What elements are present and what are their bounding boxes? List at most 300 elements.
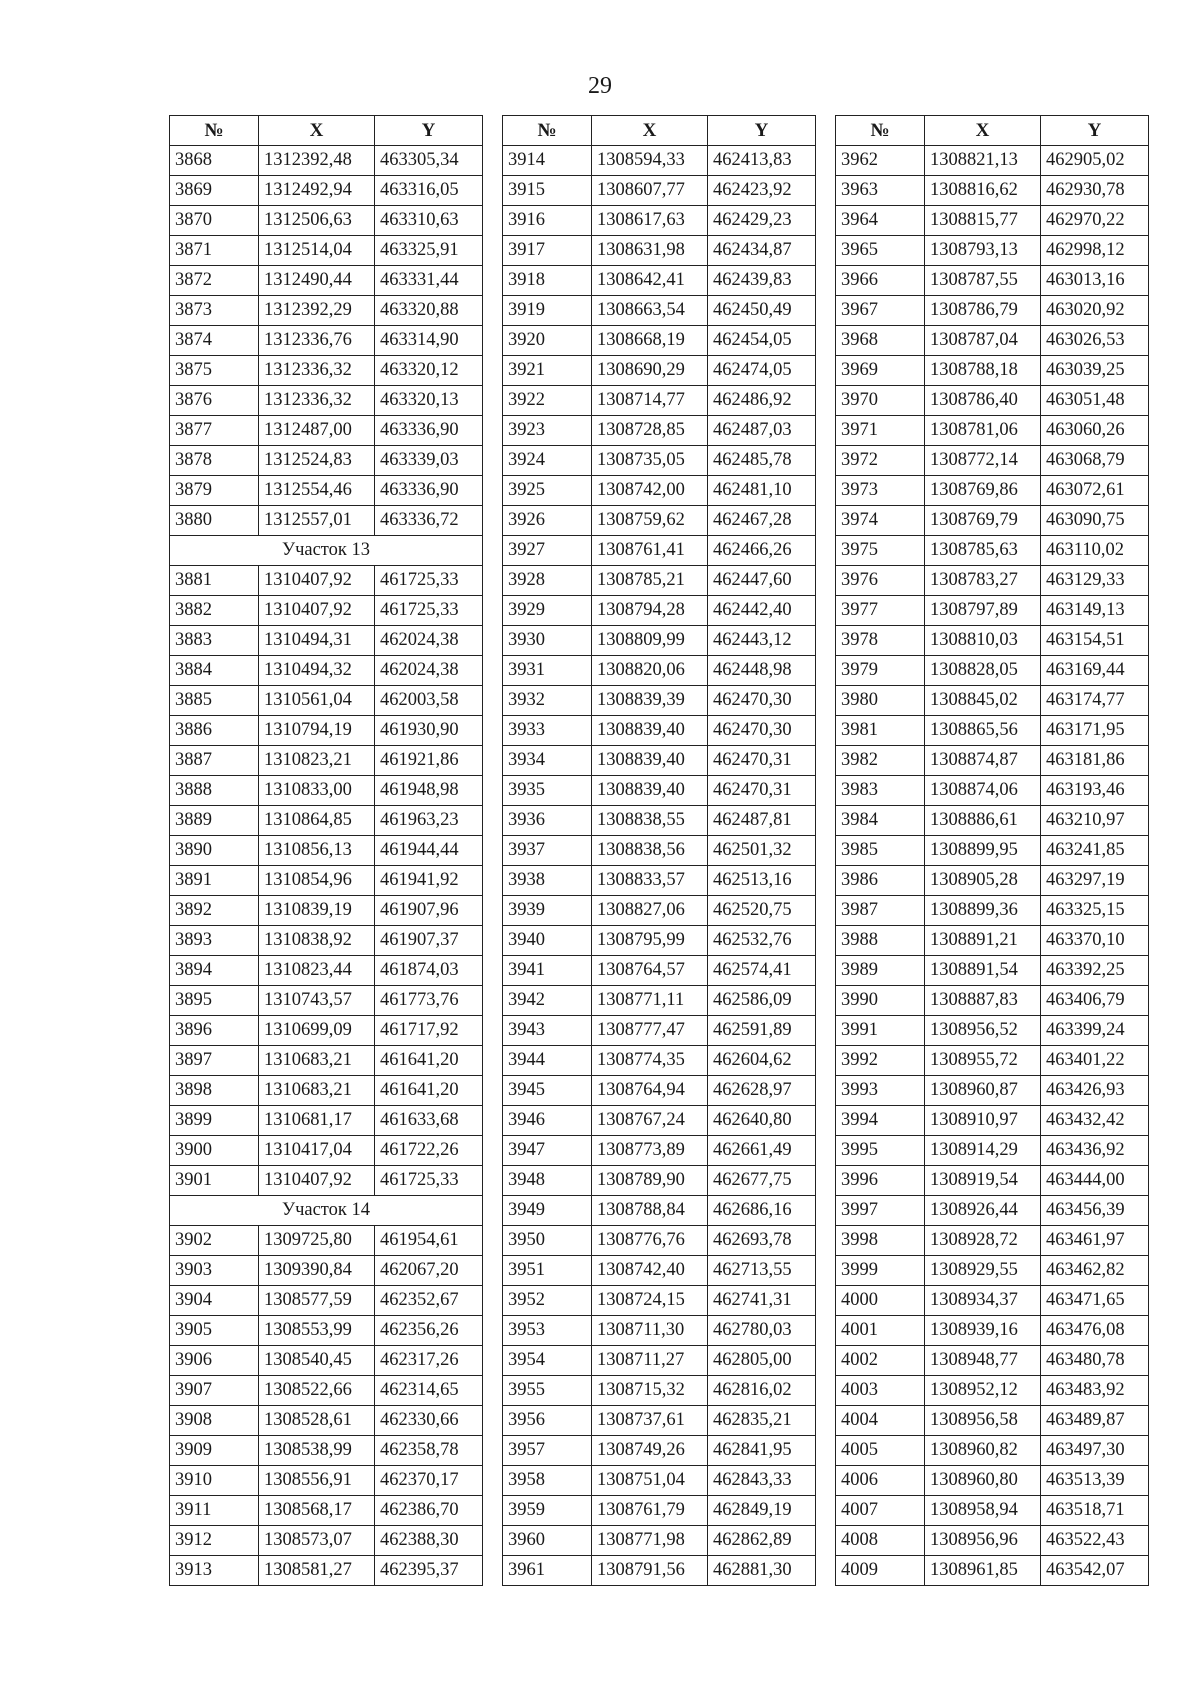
point-number-cell: 3912 [170, 1526, 259, 1556]
x-coordinate-cell: 1308737,61 [592, 1406, 708, 1436]
point-number-cell: 3924 [503, 446, 592, 476]
table-row [503, 1076, 816, 1106]
table-row [836, 296, 1149, 326]
table-row [836, 1136, 1149, 1166]
y-coordinate-cell: 462849,19 [708, 1496, 816, 1526]
point-number-cell: 3919 [503, 296, 592, 326]
x-coordinate-cell: 1308960,87 [925, 1076, 1041, 1106]
table-row [503, 1196, 816, 1226]
table-row [170, 926, 483, 956]
table-header-row [170, 116, 483, 146]
y-coordinate-cell: 462486,92 [708, 386, 816, 416]
x-coordinate-cell: 1308788,84 [592, 1196, 708, 1226]
x-coordinate-cell: 1308960,82 [925, 1436, 1041, 1466]
x-coordinate-cell: 1308761,41 [592, 536, 708, 566]
x-coordinate-cell: 1308795,99 [592, 926, 708, 956]
y-coordinate-cell: 461944,44 [375, 836, 483, 866]
y-coordinate-cell: 463305,34 [375, 146, 483, 176]
table-row [503, 296, 816, 326]
y-coordinate-cell: 462481,10 [708, 476, 816, 506]
x-coordinate-cell: 1308764,94 [592, 1076, 708, 1106]
table-row [503, 746, 816, 776]
table-row [170, 386, 483, 416]
x-coordinate-cell: 1308789,90 [592, 1166, 708, 1196]
table-row [503, 986, 816, 1016]
point-number-cell: 3874 [170, 326, 259, 356]
y-coordinate-cell: 463193,46 [1041, 776, 1149, 806]
y-coordinate-cell: 462358,78 [375, 1436, 483, 1466]
point-number-cell: 3907 [170, 1376, 259, 1406]
x-coordinate-cell: 1308939,16 [925, 1316, 1041, 1346]
table-row [170, 326, 483, 356]
table-row [170, 146, 483, 176]
column-header-number: № [170, 116, 259, 146]
table-row [170, 1166, 483, 1196]
table-row [170, 266, 483, 296]
table-row [503, 206, 816, 236]
table-row [170, 1376, 483, 1406]
x-coordinate-cell: 1308594,33 [592, 146, 708, 176]
table-row [836, 236, 1149, 266]
point-number-cell: 3915 [503, 176, 592, 206]
point-number-cell: 3927 [503, 536, 592, 566]
x-coordinate-cell: 1308838,55 [592, 806, 708, 836]
point-number-cell: 3948 [503, 1166, 592, 1196]
y-coordinate-cell: 462686,16 [708, 1196, 816, 1226]
y-coordinate-cell: 463320,13 [375, 386, 483, 416]
point-number-cell: 3945 [503, 1076, 592, 1106]
table-row [836, 776, 1149, 806]
x-coordinate-cell: 1312514,04 [259, 236, 375, 266]
x-coordinate-cell: 1308556,91 [259, 1466, 375, 1496]
point-number-cell: 3984 [836, 806, 925, 836]
point-number-cell: 3974 [836, 506, 925, 536]
point-number-cell: 3980 [836, 686, 925, 716]
point-number-cell: 3916 [503, 206, 592, 236]
y-coordinate-cell: 462470,30 [708, 716, 816, 746]
point-number-cell: 4006 [836, 1466, 925, 1496]
table-row [503, 146, 816, 176]
point-number-cell: 3883 [170, 626, 259, 656]
x-coordinate-cell: 1308787,04 [925, 326, 1041, 356]
table-row [836, 536, 1149, 566]
table-row [836, 1316, 1149, 1346]
point-number-cell: 3992 [836, 1046, 925, 1076]
table-row [503, 236, 816, 266]
x-coordinate-cell: 1308783,27 [925, 566, 1041, 596]
y-coordinate-cell: 462661,49 [708, 1136, 816, 1166]
x-coordinate-cell: 1310683,21 [259, 1046, 375, 1076]
table-row [836, 806, 1149, 836]
table-row [503, 1286, 816, 1316]
table-row [170, 956, 483, 986]
table-row [836, 566, 1149, 596]
section-row [170, 536, 483, 566]
column-header-number: № [836, 116, 925, 146]
y-coordinate-cell: 462487,81 [708, 806, 816, 836]
x-coordinate-cell: 1308711,30 [592, 1316, 708, 1346]
x-coordinate-cell: 1312336,76 [259, 326, 375, 356]
y-coordinate-cell: 462317,26 [375, 1346, 483, 1376]
table-row [836, 1166, 1149, 1196]
x-coordinate-cell: 1308791,56 [592, 1556, 708, 1586]
point-number-cell: 3964 [836, 206, 925, 236]
table-row [836, 1196, 1149, 1226]
table-row [503, 1496, 816, 1526]
y-coordinate-cell: 461633,68 [375, 1106, 483, 1136]
x-coordinate-cell: 1308839,40 [592, 776, 708, 806]
y-coordinate-cell: 462741,31 [708, 1286, 816, 1316]
x-coordinate-cell: 1308810,03 [925, 626, 1041, 656]
x-coordinate-cell: 1308809,99 [592, 626, 708, 656]
point-number-cell: 3930 [503, 626, 592, 656]
x-coordinate-cell: 1310699,09 [259, 1016, 375, 1046]
table-row [170, 1046, 483, 1076]
x-coordinate-cell: 1310417,04 [259, 1136, 375, 1166]
y-coordinate-cell: 462520,75 [708, 896, 816, 926]
y-coordinate-cell: 463483,92 [1041, 1376, 1149, 1406]
x-coordinate-cell: 1308522,66 [259, 1376, 375, 1406]
y-coordinate-cell: 462532,76 [708, 926, 816, 956]
table-row [170, 986, 483, 1016]
point-number-cell: 3935 [503, 776, 592, 806]
y-coordinate-cell: 463339,03 [375, 446, 483, 476]
table-body [503, 146, 816, 1586]
point-number-cell: 3887 [170, 746, 259, 776]
x-coordinate-cell: 1310864,85 [259, 806, 375, 836]
y-coordinate-cell: 462474,05 [708, 356, 816, 386]
x-coordinate-cell: 1308934,37 [925, 1286, 1041, 1316]
x-coordinate-cell: 1308899,95 [925, 836, 1041, 866]
y-coordinate-cell: 463320,88 [375, 296, 483, 326]
x-coordinate-cell: 1308794,28 [592, 596, 708, 626]
point-number-cell: 3946 [503, 1106, 592, 1136]
y-coordinate-cell: 463316,05 [375, 176, 483, 206]
point-number-cell: 3922 [503, 386, 592, 416]
table-row [836, 986, 1149, 1016]
table-row [503, 656, 816, 686]
y-coordinate-cell: 463020,92 [1041, 296, 1149, 326]
y-coordinate-cell: 463522,43 [1041, 1526, 1149, 1556]
y-coordinate-cell: 463331,44 [375, 266, 483, 296]
table-row [170, 1286, 483, 1316]
x-coordinate-cell: 1308538,99 [259, 1436, 375, 1466]
y-coordinate-cell: 463314,90 [375, 326, 483, 356]
y-coordinate-cell: 463444,00 [1041, 1166, 1149, 1196]
x-coordinate-cell: 1308865,56 [925, 716, 1041, 746]
y-coordinate-cell: 463039,25 [1041, 356, 1149, 386]
y-coordinate-cell: 462574,41 [708, 956, 816, 986]
table-row [836, 1286, 1149, 1316]
x-coordinate-cell: 1308797,89 [925, 596, 1041, 626]
y-coordinate-cell: 463461,97 [1041, 1226, 1149, 1256]
table-row [503, 896, 816, 926]
table-row [503, 1376, 816, 1406]
section-title: Участок 14 [170, 1196, 483, 1226]
point-number-cell: 3936 [503, 806, 592, 836]
x-coordinate-cell: 1310407,92 [259, 596, 375, 626]
x-coordinate-cell: 1310494,31 [259, 626, 375, 656]
y-coordinate-cell: 462386,70 [375, 1496, 483, 1526]
point-number-cell: 3989 [836, 956, 925, 986]
point-number-cell: 3926 [503, 506, 592, 536]
y-coordinate-cell: 463149,13 [1041, 596, 1149, 626]
table-row [170, 866, 483, 896]
table-row [170, 236, 483, 266]
y-coordinate-cell: 463456,39 [1041, 1196, 1149, 1226]
y-coordinate-cell: 462841,95 [708, 1436, 816, 1466]
point-number-cell: 3999 [836, 1256, 925, 1286]
x-coordinate-cell: 1312506,63 [259, 206, 375, 236]
y-coordinate-cell: 463336,72 [375, 506, 483, 536]
point-number-cell: 3983 [836, 776, 925, 806]
table-row [836, 746, 1149, 776]
table-row [836, 1466, 1149, 1496]
point-number-cell: 3878 [170, 446, 259, 476]
x-coordinate-cell: 1308786,79 [925, 296, 1041, 326]
table-row [836, 1016, 1149, 1046]
y-coordinate-cell: 461641,20 [375, 1076, 483, 1106]
y-coordinate-cell: 462862,89 [708, 1526, 816, 1556]
y-coordinate-cell: 461921,86 [375, 746, 483, 776]
column-header-y: Y [1041, 116, 1149, 146]
table-row [836, 896, 1149, 926]
table-row [170, 1136, 483, 1166]
y-coordinate-cell: 461907,96 [375, 896, 483, 926]
point-number-cell: 3973 [836, 476, 925, 506]
y-coordinate-cell: 461930,90 [375, 716, 483, 746]
y-coordinate-cell: 463310,63 [375, 206, 483, 236]
y-coordinate-cell: 462466,26 [708, 536, 816, 566]
column-header-number: № [503, 116, 592, 146]
point-number-cell: 3885 [170, 686, 259, 716]
point-number-cell: 3910 [170, 1466, 259, 1496]
table-row [836, 1256, 1149, 1286]
point-number-cell: 3911 [170, 1496, 259, 1526]
y-coordinate-cell: 463241,85 [1041, 836, 1149, 866]
point-number-cell: 3987 [836, 896, 925, 926]
table-row [170, 1316, 483, 1346]
section-row [170, 1196, 483, 1226]
y-coordinate-cell: 462443,12 [708, 626, 816, 656]
table-row [170, 1256, 483, 1286]
point-number-cell: 3967 [836, 296, 925, 326]
point-number-cell: 3894 [170, 956, 259, 986]
x-coordinate-cell: 1308764,57 [592, 956, 708, 986]
table-row [503, 1046, 816, 1076]
table-row [836, 656, 1149, 686]
y-coordinate-cell: 462395,37 [375, 1556, 483, 1586]
table-row [836, 956, 1149, 986]
point-number-cell: 3929 [503, 596, 592, 626]
point-number-cell: 3884 [170, 656, 259, 686]
x-coordinate-cell: 1310681,17 [259, 1106, 375, 1136]
point-number-cell: 3914 [503, 146, 592, 176]
y-coordinate-cell: 461722,26 [375, 1136, 483, 1166]
y-coordinate-cell: 463325,91 [375, 236, 483, 266]
y-coordinate-cell: 462024,38 [375, 656, 483, 686]
point-number-cell: 3896 [170, 1016, 259, 1046]
table-row [503, 1406, 816, 1436]
x-coordinate-cell: 1308785,21 [592, 566, 708, 596]
x-coordinate-cell: 1308914,29 [925, 1136, 1041, 1166]
point-number-cell: 3933 [503, 716, 592, 746]
table-row [170, 1556, 483, 1586]
point-number-cell: 3875 [170, 356, 259, 386]
y-coordinate-cell: 462816,02 [708, 1376, 816, 1406]
column-header-y: Y [708, 116, 816, 146]
x-coordinate-cell: 1308553,99 [259, 1316, 375, 1346]
x-coordinate-cell: 1308956,52 [925, 1016, 1041, 1046]
point-number-cell: 3931 [503, 656, 592, 686]
x-coordinate-cell: 1308899,36 [925, 896, 1041, 926]
point-number-cell: 3928 [503, 566, 592, 596]
y-coordinate-cell: 463518,71 [1041, 1496, 1149, 1526]
point-number-cell: 3940 [503, 926, 592, 956]
point-number-cell: 3996 [836, 1166, 925, 1196]
point-number-cell: 3889 [170, 806, 259, 836]
y-coordinate-cell: 462024,38 [375, 626, 483, 656]
point-number-cell: 3900 [170, 1136, 259, 1166]
table-row [836, 1556, 1149, 1586]
x-coordinate-cell: 1308928,72 [925, 1226, 1041, 1256]
x-coordinate-cell: 1308958,94 [925, 1496, 1041, 1526]
table-row [170, 206, 483, 236]
y-coordinate-cell: 463480,78 [1041, 1346, 1149, 1376]
table-row [503, 476, 816, 506]
x-coordinate-cell: 1308776,76 [592, 1226, 708, 1256]
table-row [503, 1556, 816, 1586]
table-row [503, 1436, 816, 1466]
x-coordinate-cell: 1308742,40 [592, 1256, 708, 1286]
table-row [503, 1136, 816, 1166]
point-number-cell: 3991 [836, 1016, 925, 1046]
table-row [503, 1526, 816, 1556]
y-coordinate-cell: 462388,30 [375, 1526, 483, 1556]
table-row [170, 1406, 483, 1436]
y-coordinate-cell: 463090,75 [1041, 506, 1149, 536]
y-coordinate-cell: 462439,83 [708, 266, 816, 296]
point-number-cell: 4009 [836, 1556, 925, 1586]
point-number-cell: 3939 [503, 896, 592, 926]
y-coordinate-cell: 463489,87 [1041, 1406, 1149, 1436]
table-row [503, 416, 816, 446]
point-number-cell: 3938 [503, 866, 592, 896]
x-coordinate-cell: 1308728,85 [592, 416, 708, 446]
y-coordinate-cell: 462470,31 [708, 776, 816, 806]
x-coordinate-cell: 1308815,77 [925, 206, 1041, 236]
point-number-cell: 4005 [836, 1436, 925, 1466]
x-coordinate-cell: 1308617,63 [592, 206, 708, 236]
y-coordinate-cell: 462423,92 [708, 176, 816, 206]
table-row [503, 266, 816, 296]
table-row [503, 1256, 816, 1286]
y-coordinate-cell: 463026,53 [1041, 326, 1149, 356]
point-number-cell: 3985 [836, 836, 925, 866]
table-row [170, 1496, 483, 1526]
x-coordinate-cell: 1308786,40 [925, 386, 1041, 416]
point-number-cell: 3886 [170, 716, 259, 746]
table-row [836, 716, 1149, 746]
point-number-cell: 3932 [503, 686, 592, 716]
x-coordinate-cell: 1308820,06 [592, 656, 708, 686]
x-coordinate-cell: 1310794,19 [259, 716, 375, 746]
y-coordinate-cell: 462485,78 [708, 446, 816, 476]
y-coordinate-cell: 463129,33 [1041, 566, 1149, 596]
point-number-cell: 3944 [503, 1046, 592, 1076]
point-number-cell: 3901 [170, 1166, 259, 1196]
y-coordinate-cell: 462434,87 [708, 236, 816, 266]
point-number-cell: 3977 [836, 596, 925, 626]
y-coordinate-cell: 462805,00 [708, 1346, 816, 1376]
point-number-cell: 3870 [170, 206, 259, 236]
y-coordinate-cell: 462450,49 [708, 296, 816, 326]
y-coordinate-cell: 463370,10 [1041, 926, 1149, 956]
table-row [836, 1076, 1149, 1106]
x-coordinate-cell: 1308833,57 [592, 866, 708, 896]
y-coordinate-cell: 462067,20 [375, 1256, 483, 1286]
x-coordinate-cell: 1308926,44 [925, 1196, 1041, 1226]
table-row [170, 1346, 483, 1376]
x-coordinate-cell: 1308772,14 [925, 446, 1041, 476]
table-row [170, 1016, 483, 1046]
point-number-cell: 3961 [503, 1556, 592, 1586]
y-coordinate-cell: 462586,09 [708, 986, 816, 1016]
point-number-cell: 3895 [170, 986, 259, 1016]
x-coordinate-cell: 1308793,13 [925, 236, 1041, 266]
y-coordinate-cell: 462413,83 [708, 146, 816, 176]
y-coordinate-cell: 463392,25 [1041, 956, 1149, 986]
y-coordinate-cell: 461641,20 [375, 1046, 483, 1076]
y-coordinate-cell: 463399,24 [1041, 1016, 1149, 1046]
x-coordinate-cell: 1308577,59 [259, 1286, 375, 1316]
x-coordinate-cell: 1310854,96 [259, 866, 375, 896]
point-number-cell: 3966 [836, 266, 925, 296]
table-row [836, 1346, 1149, 1376]
table-header-row [503, 116, 816, 146]
y-coordinate-cell: 463426,93 [1041, 1076, 1149, 1106]
table-row [836, 596, 1149, 626]
y-coordinate-cell: 462513,16 [708, 866, 816, 896]
x-coordinate-cell: 1308839,40 [592, 716, 708, 746]
x-coordinate-cell: 1308787,55 [925, 266, 1041, 296]
x-coordinate-cell: 1308774,35 [592, 1046, 708, 1076]
point-number-cell: 3891 [170, 866, 259, 896]
point-number-cell: 3969 [836, 356, 925, 386]
point-number-cell: 3879 [170, 476, 259, 506]
y-coordinate-cell: 463171,95 [1041, 716, 1149, 746]
y-coordinate-cell: 463174,77 [1041, 686, 1149, 716]
x-coordinate-cell: 1312336,32 [259, 386, 375, 416]
table-row [836, 1106, 1149, 1136]
point-number-cell: 3988 [836, 926, 925, 956]
y-coordinate-cell: 463013,16 [1041, 266, 1149, 296]
table-row [503, 1316, 816, 1346]
table-row [836, 1376, 1149, 1406]
table-body [170, 146, 483, 1586]
x-coordinate-cell: 1308788,18 [925, 356, 1041, 386]
table-row [836, 146, 1149, 176]
table-row [170, 686, 483, 716]
x-coordinate-cell: 1310494,32 [259, 656, 375, 686]
x-coordinate-cell: 1308821,13 [925, 146, 1041, 176]
x-coordinate-cell: 1310407,92 [259, 1166, 375, 1196]
x-coordinate-cell: 1312336,32 [259, 356, 375, 386]
point-number-cell: 3872 [170, 266, 259, 296]
point-number-cell: 4004 [836, 1406, 925, 1436]
table-row [503, 866, 816, 896]
point-number-cell: 3906 [170, 1346, 259, 1376]
